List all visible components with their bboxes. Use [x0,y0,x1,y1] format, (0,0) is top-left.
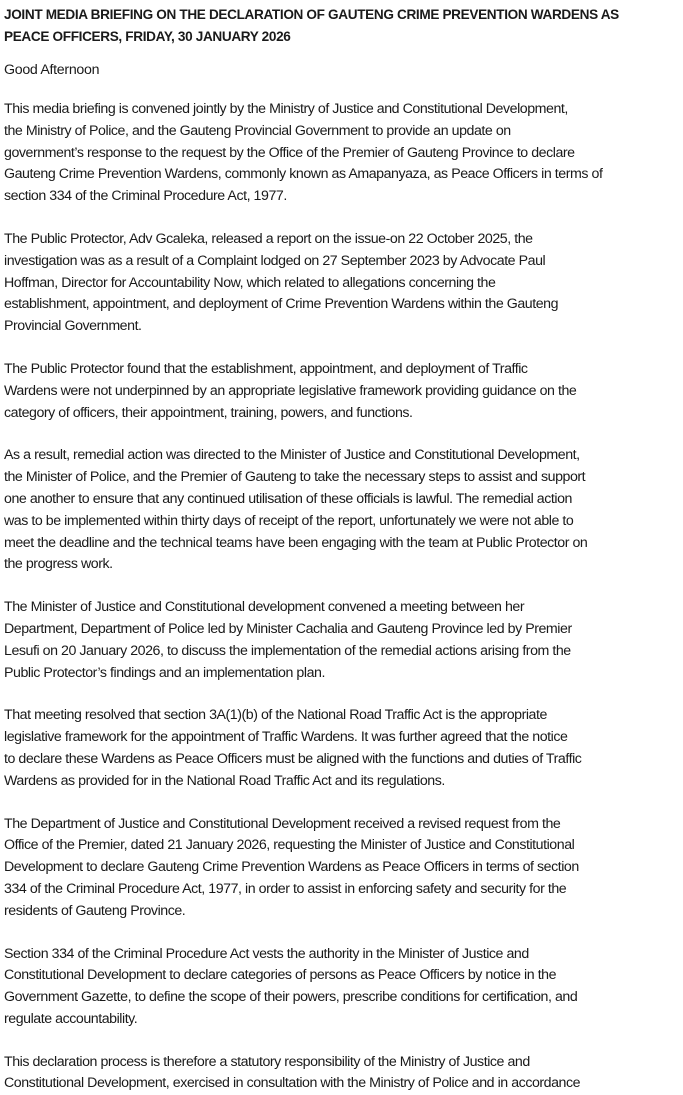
paragraph-line: legislative framework for the appointment of Traffic Wardens. It was further agreed that the notice [4,729,568,746]
paragraph-line: was to be implemented within thirty days of receipt of the report, unfortunately we were not able to [4,512,574,529]
paragraph-line: The Public Protector, Adv Gcaleka, released a report on the issue-on 22 October 2025, the [4,230,533,247]
paragraph-line: to declare these Wardens as Peace Officers must be aligned with the functions and duties of Traffic [4,750,582,767]
paragraph-line: Development to declare Gauteng Crime Prevention Wardens as Peace Officers in terms of section [4,859,579,876]
paragraph-line: 334 of the Criminal Procedure Act, 1977, in order to assist in enforcing safety and security for the [4,880,567,897]
body-paragraph [4,597,679,684]
paragraph-line: the Minister of Police, and the Premier of Gauteng to take the necessary steps to assist and support [4,469,586,486]
paragraph-line: This declaration process is therefore a statutory responsibility of the Ministry of Justice and [4,1053,530,1070]
paragraph-line: The Minister of Justice and Constitutional development convened a meeting between her [4,599,525,616]
body-paragraph [4,99,679,208]
paragraph-line: meet the deadline and the technical teams have been engaging with the team at Public Protector on [4,534,588,551]
paragraph-line: the progress work. [4,556,113,573]
paragraph-line: Department, Department of Police led by Minister Cachalia and Gauteng Province led by Premier [4,620,572,637]
paragraph-line: Section 334 of the Criminal Procedure Act vests the authority in the Minister of Justice and [4,945,529,962]
paragraph-line: Government Gazette, to define the scope of their powers, prescribe conditions for certification, and [4,989,578,1006]
body-paragraph [4,229,679,338]
paragraph-line: Wardens were not underpinned by an appropriate legislative framework providing guidance on the [4,382,577,399]
body-paragraph [4,359,679,424]
greeting: Good Afternoon [4,62,100,78]
paragraph-line: This media briefing is convened jointly by the Ministry of Justice and Constitutional Development, [4,101,568,117]
paragraph-line: Lesufi on 20 January 2026, to discuss the implementation of the remedial actions arising from the [4,642,571,659]
paragraph-line: investigation was as a result of a Complaint lodged on 27 September 2023 by Advocate Paul [4,252,546,269]
body-paragraph [4,705,679,792]
paragraph-line: Constitutional Development to declare categories of persons as Peace Officers by notice in the [4,967,557,984]
paragraph-line: Office of the Premier, dated 21 January 2026, requesting the Minister of Justice and Constitutional [4,837,575,854]
document-body [4,99,679,1095]
body-paragraph [4,445,679,576]
body-paragraph [4,944,679,1031]
title-line: PEACE OFFICERS, FRIDAY, 30 JANUARY 2026 [4,29,291,44]
paragraph-line: Gauteng Crime Prevention Wardens, commonly known as Amapanyaza, as Peace Officers in terms of [4,166,603,183]
paragraph-line: regulate accountability. [4,1010,138,1027]
paragraph-line: Hoffman, Director for Accountability Now, which related to allegations concerning the [4,274,496,291]
paragraph-line: government’s response to the request by the Office of the Premier of Gauteng Province to declare [4,144,575,161]
paragraph-line: establishment, appointment, and deployment of Crime Prevention Wardens within the Gauteng [4,296,559,313]
paragraph-line: That meeting resolved that section 3A(1)(b) of the National Road Traffic Act is the appropriate [4,707,547,724]
title-line: JOINT MEDIA BRIEFING ON THE DECLARATION OF GAUTENG CRIME PREVENTION WARDENS AS [4,7,619,22]
paragraph-line: one another to ensure that any continued utilisation of these officials is lawful. The remedial action [4,490,572,507]
paragraph-line: Wardens as provided for in the National Road Traffic Act and its regulations. [4,772,445,789]
body-paragraph [4,814,679,923]
paragraph-line: The Department of Justice and Constitutional Development received a revised request from the [4,815,561,832]
paragraph-line: As a result, remedial action was directed to the Minister of Justice and Constitutional Development, [4,447,580,464]
paragraph-line: section 334 of the Criminal Procedure Act, 1977. [4,188,287,205]
body-paragraph [4,1052,679,1095]
document-title [4,4,679,48]
paragraph-line: residents of Gauteng Province. [4,902,186,919]
paragraph-line: category of officers, their appointment, training, powers, and functions. [4,404,413,421]
paragraph-line: Provincial Government. [4,318,142,335]
paragraph-line: the Ministry of Police, and the Gauteng Provincial Government to provide an update on [4,122,511,139]
paragraph-line: The Public Protector found that the establishment, appointment, and deployment of Traffic [4,360,528,377]
paragraph-line: Public Protector’s findings and an implementation plan. [4,664,325,681]
paragraph-line: Constitutional Development, exercised in consultation with the Ministry of Police and in accordance [4,1075,581,1092]
